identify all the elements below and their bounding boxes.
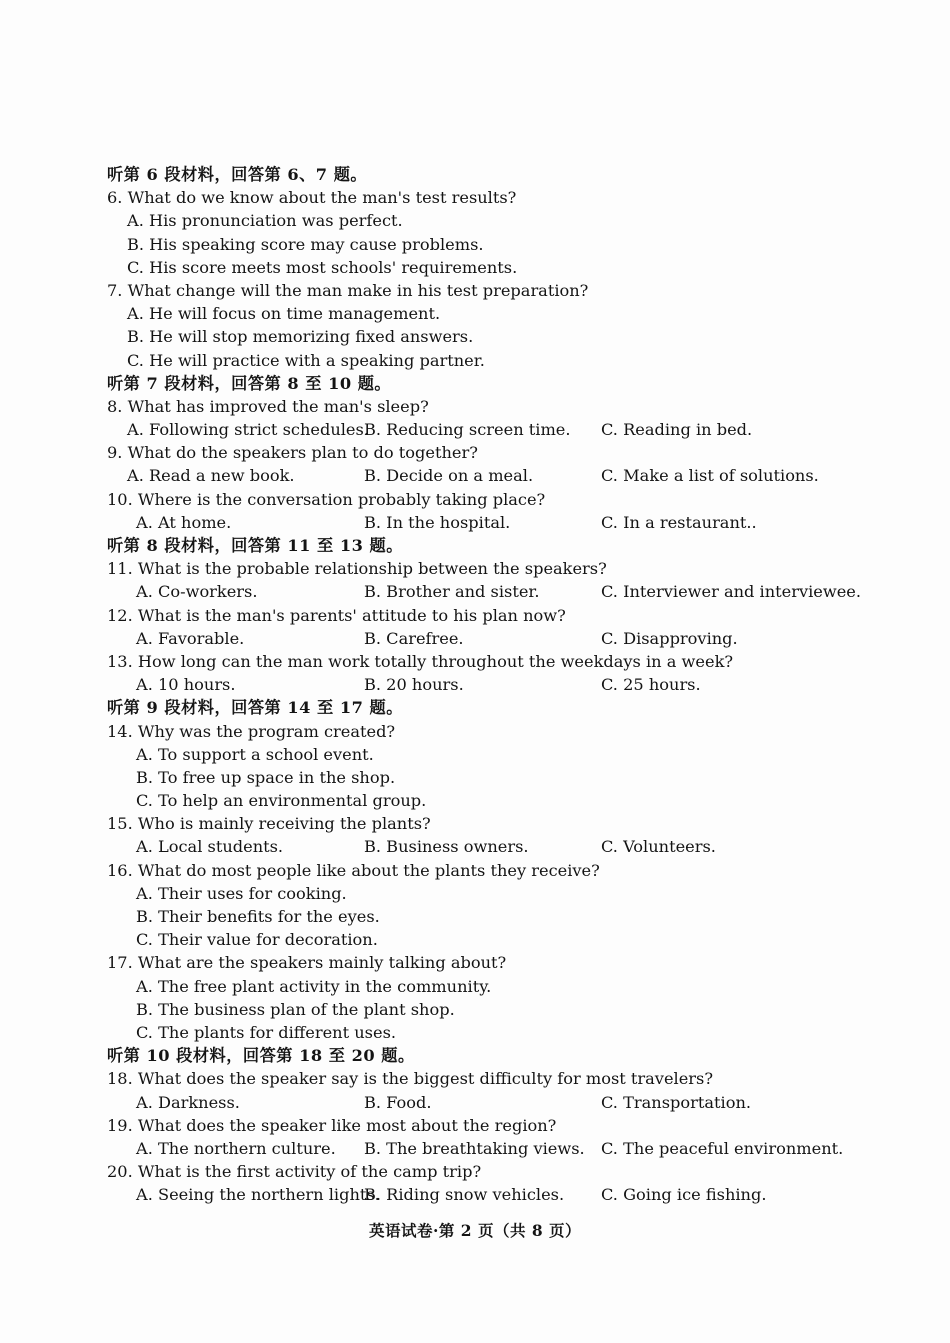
option-row	[107, 418, 867, 441]
question-text: 10. Where is the conversation probably taking place?	[107, 489, 546, 509]
question-text: 7. What change will the man make in his test preparation?	[107, 280, 589, 300]
option-row	[107, 511, 867, 534]
answer-option: A. Darkness.	[136, 1092, 240, 1112]
question-text: 6. What do we know about the man's test results?	[107, 188, 517, 208]
answer-option: A. Their uses for cooking.	[136, 883, 347, 903]
question-text: 20. What is the first activity of the camp trip?	[107, 1162, 482, 1182]
answer-option: B. Reducing screen time.	[364, 420, 571, 440]
answer-option: A. 10 hours.	[136, 675, 236, 695]
answer-option: C. Reading in bed.	[601, 420, 753, 440]
section-heading: 听第 6 段材料，回答第 6、7 题。	[107, 165, 368, 184]
answer-option: A. To support a school event.	[136, 744, 374, 764]
question-text: 16. What do most people like about the plants they receive?	[107, 860, 600, 880]
option-row	[107, 464, 867, 487]
answer-option: A. Read a new book.	[127, 466, 295, 486]
answer-option: C. Interviewer and interviewee.	[601, 582, 862, 602]
answer-option: B. His speaking score may cause problems.	[127, 234, 484, 254]
answer-option: A. At home.	[136, 512, 232, 532]
answer-option: A. Co-workers.	[136, 582, 258, 602]
answer-option: C. His score meets most schools' requirements.	[127, 257, 518, 277]
question-text: 11. What is the probable relationship between the speakers?	[107, 559, 607, 579]
option-row	[107, 1137, 867, 1160]
section-heading: 听第 9 段材料，回答第 14 至 17 题。	[107, 698, 403, 718]
listening-questions	[107, 163, 867, 1206]
answer-option: C. He will practice with a speaking partner.	[127, 350, 485, 370]
answer-option: A. Following strict schedules.	[127, 420, 369, 440]
section-heading: 听第 7 段材料，回答第 8 至 10 题。	[107, 373, 392, 393]
answer-option: B. Decide on a meal.	[364, 466, 534, 486]
question-text: 8. What has improved the man's sleep?	[107, 396, 429, 416]
option-row	[107, 1091, 867, 1114]
answer-option: A. The northern culture.	[136, 1138, 336, 1158]
answer-option: B. The business plan of the plant shop.	[136, 999, 455, 1019]
answer-option: C. The plants for different uses.	[136, 1022, 397, 1042]
question-text: 13. How long can the man work totally throughout the weekdays in a week?	[107, 651, 734, 671]
answer-option: B. In the hospital.	[364, 512, 511, 532]
question-text: 17. What are the speakers mainly talking about?	[107, 953, 507, 973]
answer-option: C. Transportation.	[601, 1092, 752, 1112]
question-text: 15. Who is mainly receiving the plants?	[107, 814, 431, 834]
answer-option: C. 25 hours.	[601, 675, 701, 695]
answer-option: C. Disapproving.	[601, 628, 738, 648]
question-text: 19. What does the speaker like most about the region?	[107, 1115, 557, 1135]
answer-option: B. Their benefits for the eyes.	[136, 907, 380, 926]
answer-option: B. Business owners.	[364, 837, 529, 857]
question-text: 9. What do the speakers plan to do together?	[107, 443, 478, 463]
page-footer: 英语试卷·第 2 页（共 8 页）	[368, 1221, 582, 1240]
answer-option: C. To help an environmental group.	[136, 791, 427, 811]
option-row	[107, 673, 867, 696]
answer-option: A. He will focus on time management.	[127, 304, 441, 324]
answer-option: A. Favorable.	[136, 628, 245, 648]
section-heading: 听第 8 段材料，回答第 11 至 13 题。	[107, 536, 403, 555]
section-heading: 听第 10 段材料，回答第 18 至 20 题。	[107, 1046, 415, 1066]
answer-option: B. 20 hours.	[364, 675, 464, 695]
answer-option: B. Carefree.	[364, 628, 464, 648]
option-row	[107, 627, 867, 650]
answer-option: A. Seeing the northern lights.	[136, 1185, 380, 1205]
answer-option: A. The free plant activity in the community.	[136, 976, 492, 996]
answer-option: B. Brother and sister.	[364, 582, 540, 602]
answer-option: B. To free up space in the shop.	[136, 767, 396, 787]
question-text: 14. Why was the program created?	[107, 721, 396, 741]
answer-option: C. Their value for decoration.	[136, 930, 378, 950]
answer-option: B. He will stop memorizing fixed answers.	[127, 327, 474, 347]
answer-option: A. His pronunciation was perfect.	[127, 211, 403, 231]
answer-option: C. Volunteers.	[601, 837, 716, 857]
option-row	[107, 1183, 867, 1206]
answer-option: B. The breathtaking views.	[364, 1138, 585, 1158]
answer-option: C. Going ice fishing.	[601, 1185, 767, 1205]
question-text: 12. What is the man's parents' attitude to his plan now?	[107, 605, 566, 625]
answer-option: A. Local students.	[136, 837, 284, 857]
answer-option: C. In a restaurant..	[601, 512, 757, 532]
option-row	[107, 580, 867, 603]
question-text: 18. What does the speaker say is the biggest difficulty for most travelers?	[107, 1069, 714, 1089]
answer-option: B. Food.	[364, 1092, 432, 1112]
option-row	[107, 835, 867, 858]
answer-option: C. The peaceful environment.	[601, 1138, 844, 1158]
answer-option: B. Riding snow vehicles.	[364, 1185, 565, 1205]
answer-option: C. Make a list of solutions.	[601, 466, 819, 486]
